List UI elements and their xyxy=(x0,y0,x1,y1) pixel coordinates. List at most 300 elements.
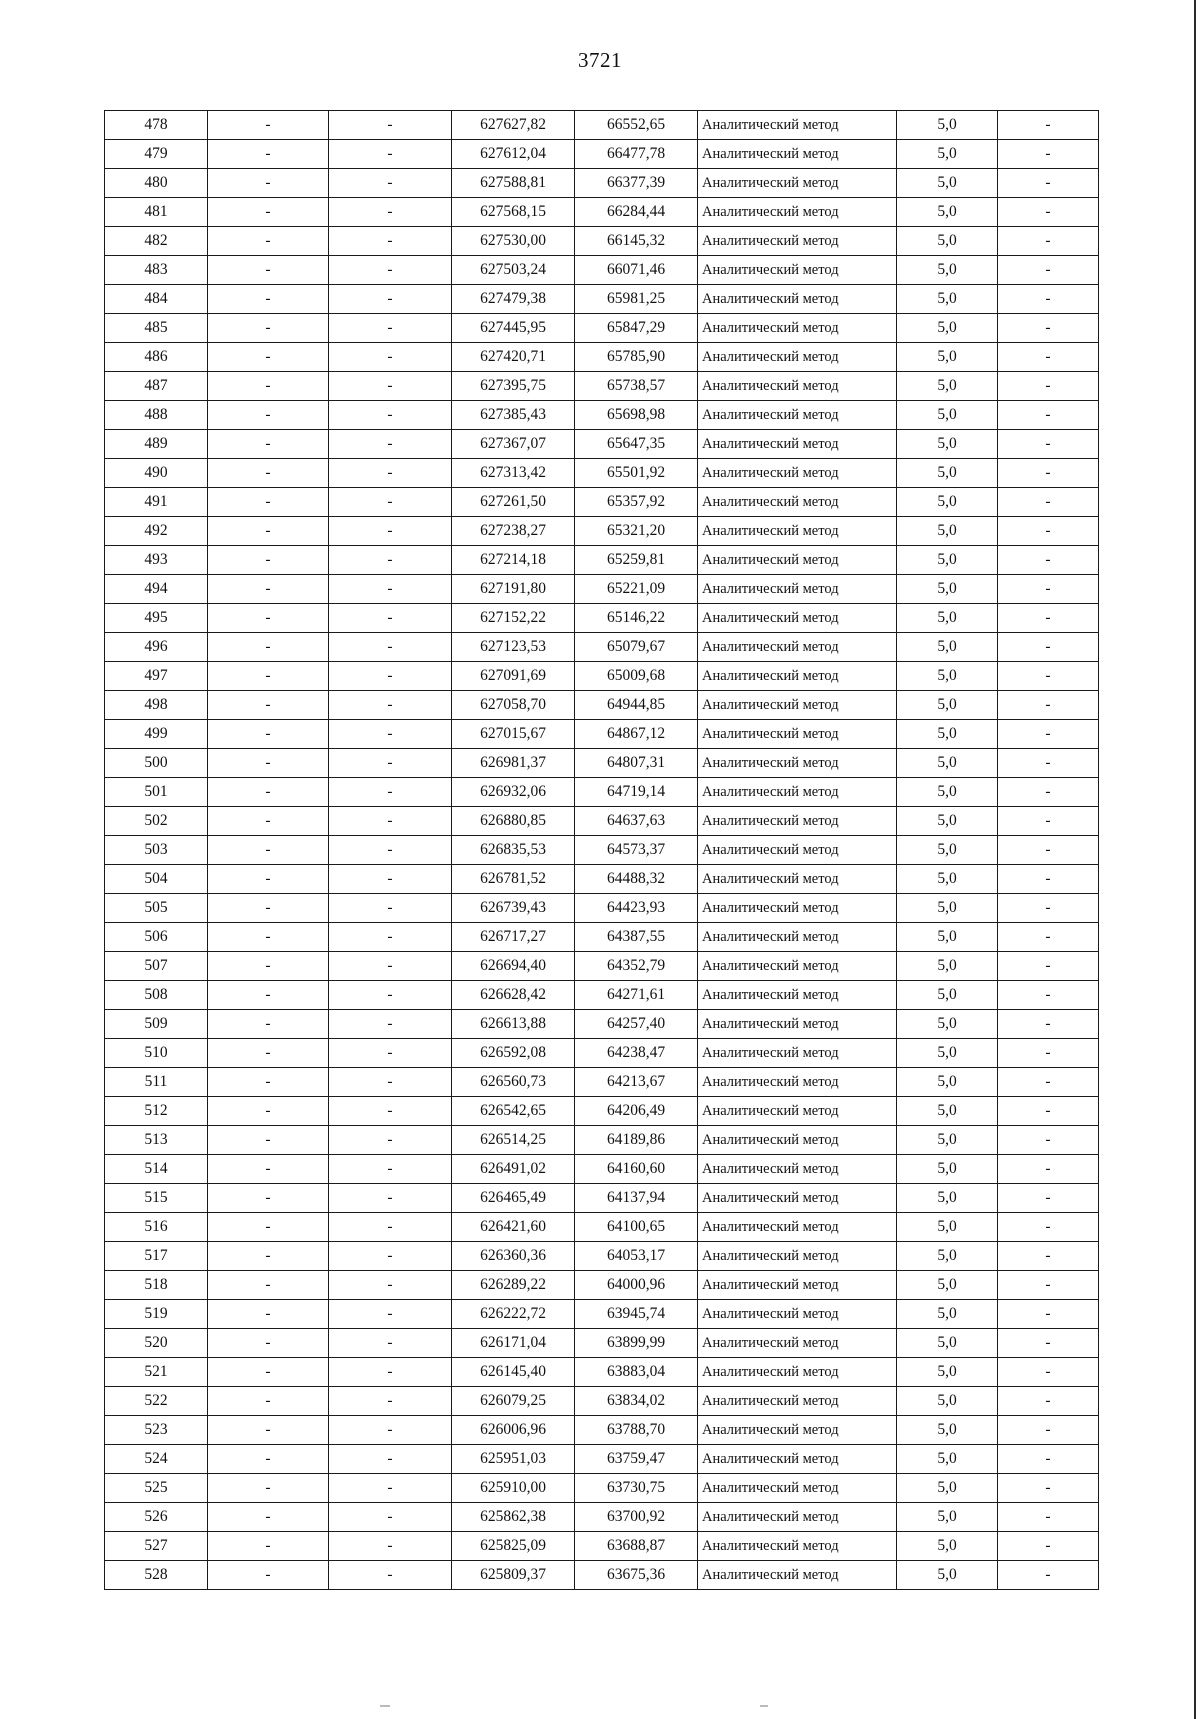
empty-value-cell: - xyxy=(208,430,329,459)
table-row xyxy=(105,633,1099,662)
empty-value-cell: - xyxy=(998,227,1099,256)
empty-value-cell: - xyxy=(998,1358,1099,1387)
empty-value-cell: - xyxy=(998,1068,1099,1097)
method-cell: Аналитический метод xyxy=(698,575,897,604)
point-number-cell: 485 xyxy=(105,314,208,343)
point-number-cell: 513 xyxy=(105,1126,208,1155)
method-cell: Аналитический метод xyxy=(698,981,897,1010)
empty-value-cell: - xyxy=(998,1416,1099,1445)
x-coordinate-cell: 627261,50 xyxy=(452,488,575,517)
x-coordinate-cell: 627627,82 xyxy=(452,111,575,140)
empty-value-cell: - xyxy=(998,1010,1099,1039)
empty-value-cell: - xyxy=(998,459,1099,488)
empty-value-cell: - xyxy=(998,430,1099,459)
empty-value-cell: - xyxy=(329,1474,452,1503)
precision-cell: 5,0 xyxy=(897,372,998,401)
x-coordinate-cell: 627503,24 xyxy=(452,256,575,285)
point-number-cell: 487 xyxy=(105,372,208,401)
table-row xyxy=(105,140,1099,169)
empty-value-cell: - xyxy=(208,894,329,923)
empty-value-cell: - xyxy=(998,604,1099,633)
x-coordinate-cell: 626542,65 xyxy=(452,1097,575,1126)
y-coordinate-cell: 64719,14 xyxy=(575,778,698,807)
table-row xyxy=(105,256,1099,285)
method-cell: Аналитический метод xyxy=(698,633,897,662)
empty-value-cell: - xyxy=(208,1532,329,1561)
empty-value-cell: - xyxy=(329,575,452,604)
empty-value-cell: - xyxy=(208,1445,329,1474)
empty-value-cell: - xyxy=(208,314,329,343)
x-coordinate-cell: 626880,85 xyxy=(452,807,575,836)
table-row xyxy=(105,923,1099,952)
empty-value-cell: - xyxy=(998,1039,1099,1068)
point-number-cell: 511 xyxy=(105,1068,208,1097)
precision-cell: 5,0 xyxy=(897,140,998,169)
y-coordinate-cell: 64100,65 xyxy=(575,1213,698,1242)
y-coordinate-cell: 63945,74 xyxy=(575,1300,698,1329)
y-coordinate-cell: 63899,99 xyxy=(575,1329,698,1358)
coordinates-table xyxy=(104,110,1099,1590)
empty-value-cell: - xyxy=(329,1300,452,1329)
method-cell: Аналитический метод xyxy=(698,836,897,865)
y-coordinate-cell: 65698,98 xyxy=(575,401,698,430)
method-cell: Аналитический метод xyxy=(698,285,897,314)
empty-value-cell: - xyxy=(208,401,329,430)
x-coordinate-cell: 627568,15 xyxy=(452,198,575,227)
empty-value-cell: - xyxy=(329,111,452,140)
empty-value-cell: - xyxy=(208,720,329,749)
precision-cell: 5,0 xyxy=(897,198,998,227)
point-number-cell: 508 xyxy=(105,981,208,1010)
empty-value-cell: - xyxy=(998,1329,1099,1358)
empty-value-cell: - xyxy=(998,662,1099,691)
method-cell: Аналитический метод xyxy=(698,865,897,894)
empty-value-cell: - xyxy=(208,1329,329,1358)
y-coordinate-cell: 66284,44 xyxy=(575,198,698,227)
precision-cell: 5,0 xyxy=(897,633,998,662)
empty-value-cell: - xyxy=(208,1271,329,1300)
empty-value-cell: - xyxy=(208,1068,329,1097)
precision-cell: 5,0 xyxy=(897,662,998,691)
method-cell: Аналитический метод xyxy=(698,430,897,459)
point-number-cell: 517 xyxy=(105,1242,208,1271)
empty-value-cell: - xyxy=(998,372,1099,401)
method-cell: Аналитический метод xyxy=(698,1300,897,1329)
precision-cell: 5,0 xyxy=(897,488,998,517)
point-number-cell: 528 xyxy=(105,1561,208,1590)
method-cell: Аналитический метод xyxy=(698,1474,897,1503)
table-row xyxy=(105,1329,1099,1358)
method-cell: Аналитический метод xyxy=(698,140,897,169)
empty-value-cell: - xyxy=(208,1474,329,1503)
point-number-cell: 483 xyxy=(105,256,208,285)
y-coordinate-cell: 65357,92 xyxy=(575,488,698,517)
y-coordinate-cell: 64423,93 xyxy=(575,894,698,923)
empty-value-cell: - xyxy=(208,285,329,314)
empty-value-cell: - xyxy=(329,1039,452,1068)
y-coordinate-cell: 66477,78 xyxy=(575,140,698,169)
precision-cell: 5,0 xyxy=(897,459,998,488)
point-number-cell: 495 xyxy=(105,604,208,633)
y-coordinate-cell: 64238,47 xyxy=(575,1039,698,1068)
empty-value-cell: - xyxy=(329,662,452,691)
empty-value-cell: - xyxy=(329,1184,452,1213)
empty-value-cell: - xyxy=(208,1097,329,1126)
empty-value-cell: - xyxy=(998,575,1099,604)
method-cell: Аналитический метод xyxy=(698,1445,897,1474)
method-cell: Аналитический метод xyxy=(698,1126,897,1155)
empty-value-cell: - xyxy=(329,604,452,633)
y-coordinate-cell: 64189,86 xyxy=(575,1126,698,1155)
table-row xyxy=(105,372,1099,401)
precision-cell: 5,0 xyxy=(897,604,998,633)
empty-value-cell: - xyxy=(998,111,1099,140)
y-coordinate-cell: 65981,25 xyxy=(575,285,698,314)
x-coordinate-cell: 627445,95 xyxy=(452,314,575,343)
scan-bottom-speck xyxy=(380,1705,390,1707)
table-row xyxy=(105,1184,1099,1213)
point-number-cell: 505 xyxy=(105,894,208,923)
table-row xyxy=(105,1503,1099,1532)
method-cell: Аналитический метод xyxy=(698,1358,897,1387)
x-coordinate-cell: 625809,37 xyxy=(452,1561,575,1590)
y-coordinate-cell: 63788,70 xyxy=(575,1416,698,1445)
method-cell: Аналитический метод xyxy=(698,111,897,140)
empty-value-cell: - xyxy=(998,894,1099,923)
x-coordinate-cell: 627091,69 xyxy=(452,662,575,691)
precision-cell: 5,0 xyxy=(897,575,998,604)
table-row xyxy=(105,111,1099,140)
method-cell: Аналитический метод xyxy=(698,1242,897,1271)
empty-value-cell: - xyxy=(208,1300,329,1329)
method-cell: Аналитический метод xyxy=(698,314,897,343)
method-cell: Аналитический метод xyxy=(698,372,897,401)
table-row xyxy=(105,691,1099,720)
y-coordinate-cell: 65259,81 xyxy=(575,546,698,575)
empty-value-cell: - xyxy=(208,1155,329,1184)
table-row xyxy=(105,1387,1099,1416)
empty-value-cell: - xyxy=(329,1445,452,1474)
precision-cell: 5,0 xyxy=(897,1068,998,1097)
x-coordinate-cell: 625825,09 xyxy=(452,1532,575,1561)
x-coordinate-cell: 627395,75 xyxy=(452,372,575,401)
table-row xyxy=(105,662,1099,691)
table-row xyxy=(105,720,1099,749)
precision-cell: 5,0 xyxy=(897,952,998,981)
method-cell: Аналитический метод xyxy=(698,1503,897,1532)
method-cell: Аналитический метод xyxy=(698,459,897,488)
empty-value-cell: - xyxy=(208,198,329,227)
empty-value-cell: - xyxy=(329,430,452,459)
empty-value-cell: - xyxy=(208,749,329,778)
table-row xyxy=(105,1155,1099,1184)
point-number-cell: 524 xyxy=(105,1445,208,1474)
method-cell: Аналитический метод xyxy=(698,1416,897,1445)
table-row xyxy=(105,778,1099,807)
table-row xyxy=(105,807,1099,836)
empty-value-cell: - xyxy=(998,546,1099,575)
empty-value-cell: - xyxy=(998,140,1099,169)
empty-value-cell: - xyxy=(329,140,452,169)
point-number-cell: 489 xyxy=(105,430,208,459)
precision-cell: 5,0 xyxy=(897,981,998,1010)
empty-value-cell: - xyxy=(998,1213,1099,1242)
empty-value-cell: - xyxy=(998,343,1099,372)
x-coordinate-cell: 627385,43 xyxy=(452,401,575,430)
y-coordinate-cell: 63730,75 xyxy=(575,1474,698,1503)
table-row xyxy=(105,1561,1099,1590)
x-coordinate-cell: 627214,18 xyxy=(452,546,575,575)
empty-value-cell: - xyxy=(329,1271,452,1300)
empty-value-cell: - xyxy=(998,1300,1099,1329)
x-coordinate-cell: 626628,42 xyxy=(452,981,575,1010)
empty-value-cell: - xyxy=(329,1068,452,1097)
method-cell: Аналитический метод xyxy=(698,1155,897,1184)
y-coordinate-cell: 64160,60 xyxy=(575,1155,698,1184)
empty-value-cell: - xyxy=(208,1039,329,1068)
table-row xyxy=(105,1039,1099,1068)
table-row xyxy=(105,401,1099,430)
precision-cell: 5,0 xyxy=(897,401,998,430)
empty-value-cell: - xyxy=(998,314,1099,343)
precision-cell: 5,0 xyxy=(897,865,998,894)
y-coordinate-cell: 65785,90 xyxy=(575,343,698,372)
precision-cell: 5,0 xyxy=(897,1039,998,1068)
empty-value-cell: - xyxy=(329,749,452,778)
table-row xyxy=(105,546,1099,575)
y-coordinate-cell: 64488,32 xyxy=(575,865,698,894)
empty-value-cell: - xyxy=(998,401,1099,430)
point-number-cell: 519 xyxy=(105,1300,208,1329)
x-coordinate-cell: 627152,22 xyxy=(452,604,575,633)
empty-value-cell: - xyxy=(998,285,1099,314)
empty-value-cell: - xyxy=(329,894,452,923)
x-coordinate-cell: 627015,67 xyxy=(452,720,575,749)
method-cell: Аналитический метод xyxy=(698,923,897,952)
precision-cell: 5,0 xyxy=(897,1561,998,1590)
point-number-cell: 480 xyxy=(105,169,208,198)
empty-value-cell: - xyxy=(998,633,1099,662)
precision-cell: 5,0 xyxy=(897,1097,998,1126)
point-number-cell: 490 xyxy=(105,459,208,488)
table-row xyxy=(105,169,1099,198)
empty-value-cell: - xyxy=(208,1010,329,1039)
x-coordinate-cell: 626079,25 xyxy=(452,1387,575,1416)
empty-value-cell: - xyxy=(208,1416,329,1445)
precision-cell: 5,0 xyxy=(897,1010,998,1039)
point-number-cell: 479 xyxy=(105,140,208,169)
y-coordinate-cell: 63759,47 xyxy=(575,1445,698,1474)
y-coordinate-cell: 64053,17 xyxy=(575,1242,698,1271)
point-number-cell: 482 xyxy=(105,227,208,256)
method-cell: Аналитический метод xyxy=(698,749,897,778)
precision-cell: 5,0 xyxy=(897,1271,998,1300)
x-coordinate-cell: 626289,22 xyxy=(452,1271,575,1300)
method-cell: Аналитический метод xyxy=(698,517,897,546)
empty-value-cell: - xyxy=(998,1532,1099,1561)
empty-value-cell: - xyxy=(998,720,1099,749)
precision-cell: 5,0 xyxy=(897,1126,998,1155)
empty-value-cell: - xyxy=(998,749,1099,778)
empty-value-cell: - xyxy=(208,1126,329,1155)
method-cell: Аналитический метод xyxy=(698,1068,897,1097)
table-row xyxy=(105,749,1099,778)
empty-value-cell: - xyxy=(329,1155,452,1184)
point-number-cell: 499 xyxy=(105,720,208,749)
precision-cell: 5,0 xyxy=(897,778,998,807)
precision-cell: 5,0 xyxy=(897,923,998,952)
method-cell: Аналитический метод xyxy=(698,1271,897,1300)
empty-value-cell: - xyxy=(329,198,452,227)
method-cell: Аналитический метод xyxy=(698,662,897,691)
empty-value-cell: - xyxy=(208,227,329,256)
empty-value-cell: - xyxy=(998,1503,1099,1532)
point-number-cell: 493 xyxy=(105,546,208,575)
empty-value-cell: - xyxy=(208,546,329,575)
y-coordinate-cell: 64206,49 xyxy=(575,1097,698,1126)
x-coordinate-cell: 626514,25 xyxy=(452,1126,575,1155)
point-number-cell: 510 xyxy=(105,1039,208,1068)
empty-value-cell: - xyxy=(998,807,1099,836)
method-cell: Аналитический метод xyxy=(698,1039,897,1068)
point-number-cell: 518 xyxy=(105,1271,208,1300)
empty-value-cell: - xyxy=(329,227,452,256)
precision-cell: 5,0 xyxy=(897,314,998,343)
precision-cell: 5,0 xyxy=(897,749,998,778)
table-row xyxy=(105,1010,1099,1039)
precision-cell: 5,0 xyxy=(897,1474,998,1503)
empty-value-cell: - xyxy=(208,633,329,662)
x-coordinate-cell: 625910,00 xyxy=(452,1474,575,1503)
page-number: 3721 xyxy=(578,48,622,72)
method-cell: Аналитический метод xyxy=(698,1213,897,1242)
y-coordinate-cell: 64137,94 xyxy=(575,1184,698,1213)
point-number-cell: 523 xyxy=(105,1416,208,1445)
table-row xyxy=(105,314,1099,343)
y-coordinate-cell: 63675,36 xyxy=(575,1561,698,1590)
y-coordinate-cell: 64637,63 xyxy=(575,807,698,836)
point-number-cell: 526 xyxy=(105,1503,208,1532)
empty-value-cell: - xyxy=(329,314,452,343)
x-coordinate-cell: 627191,80 xyxy=(452,575,575,604)
point-number-cell: 520 xyxy=(105,1329,208,1358)
empty-value-cell: - xyxy=(329,343,452,372)
empty-value-cell: - xyxy=(329,256,452,285)
x-coordinate-cell: 626006,96 xyxy=(452,1416,575,1445)
y-coordinate-cell: 66145,32 xyxy=(575,227,698,256)
y-coordinate-cell: 65321,20 xyxy=(575,517,698,546)
empty-value-cell: - xyxy=(329,923,452,952)
table-row xyxy=(105,285,1099,314)
x-coordinate-cell: 627367,07 xyxy=(452,430,575,459)
y-coordinate-cell: 64213,67 xyxy=(575,1068,698,1097)
point-number-cell: 522 xyxy=(105,1387,208,1416)
point-number-cell: 492 xyxy=(105,517,208,546)
empty-value-cell: - xyxy=(329,1503,452,1532)
precision-cell: 5,0 xyxy=(897,227,998,256)
empty-value-cell: - xyxy=(208,1242,329,1271)
empty-value-cell: - xyxy=(329,807,452,836)
precision-cell: 5,0 xyxy=(897,720,998,749)
table-row xyxy=(105,459,1099,488)
table-row xyxy=(105,1271,1099,1300)
y-coordinate-cell: 64573,37 xyxy=(575,836,698,865)
x-coordinate-cell: 627420,71 xyxy=(452,343,575,372)
point-number-cell: 502 xyxy=(105,807,208,836)
empty-value-cell: - xyxy=(998,1126,1099,1155)
empty-value-cell: - xyxy=(208,488,329,517)
table-row xyxy=(105,488,1099,517)
y-coordinate-cell: 65009,68 xyxy=(575,662,698,691)
point-number-cell: 486 xyxy=(105,343,208,372)
precision-cell: 5,0 xyxy=(897,517,998,546)
empty-value-cell: - xyxy=(998,198,1099,227)
x-coordinate-cell: 625862,38 xyxy=(452,1503,575,1532)
method-cell: Аналитический метод xyxy=(698,1561,897,1590)
empty-value-cell: - xyxy=(329,981,452,1010)
coordinates-table-body xyxy=(105,111,1099,1590)
x-coordinate-cell: 627588,81 xyxy=(452,169,575,198)
empty-value-cell: - xyxy=(998,169,1099,198)
empty-value-cell: - xyxy=(208,343,329,372)
method-cell: Аналитический метод xyxy=(698,1387,897,1416)
x-coordinate-cell: 627479,38 xyxy=(452,285,575,314)
precision-cell: 5,0 xyxy=(897,894,998,923)
y-coordinate-cell: 65847,29 xyxy=(575,314,698,343)
point-number-cell: 514 xyxy=(105,1155,208,1184)
x-coordinate-cell: 626465,49 xyxy=(452,1184,575,1213)
precision-cell: 5,0 xyxy=(897,343,998,372)
empty-value-cell: - xyxy=(998,1097,1099,1126)
empty-value-cell: - xyxy=(208,459,329,488)
empty-value-cell: - xyxy=(208,140,329,169)
empty-value-cell: - xyxy=(208,952,329,981)
x-coordinate-cell: 626835,53 xyxy=(452,836,575,865)
method-cell: Аналитический метод xyxy=(698,1532,897,1561)
scan-bottom-speck xyxy=(760,1705,768,1707)
empty-value-cell: - xyxy=(208,604,329,633)
empty-value-cell: - xyxy=(208,517,329,546)
empty-value-cell: - xyxy=(998,256,1099,285)
precision-cell: 5,0 xyxy=(897,430,998,459)
empty-value-cell: - xyxy=(998,1155,1099,1184)
point-number-cell: 504 xyxy=(105,865,208,894)
table-row xyxy=(105,1068,1099,1097)
empty-value-cell: - xyxy=(208,662,329,691)
x-coordinate-cell: 627123,53 xyxy=(452,633,575,662)
y-coordinate-cell: 63883,04 xyxy=(575,1358,698,1387)
empty-value-cell: - xyxy=(208,372,329,401)
empty-value-cell: - xyxy=(208,1358,329,1387)
y-coordinate-cell: 65146,22 xyxy=(575,604,698,633)
table-row xyxy=(105,1242,1099,1271)
method-cell: Аналитический метод xyxy=(698,1010,897,1039)
y-coordinate-cell: 65501,92 xyxy=(575,459,698,488)
method-cell: Аналитический метод xyxy=(698,169,897,198)
x-coordinate-cell: 626222,72 xyxy=(452,1300,575,1329)
method-cell: Аналитический метод xyxy=(698,952,897,981)
method-cell: Аналитический метод xyxy=(698,604,897,633)
point-number-cell: 498 xyxy=(105,691,208,720)
x-coordinate-cell: 626781,52 xyxy=(452,865,575,894)
empty-value-cell: - xyxy=(329,1532,452,1561)
empty-value-cell: - xyxy=(329,546,452,575)
empty-value-cell: - xyxy=(329,1329,452,1358)
table-row xyxy=(105,1300,1099,1329)
x-coordinate-cell: 625951,03 xyxy=(452,1445,575,1474)
method-cell: Аналитический метод xyxy=(698,720,897,749)
table-row xyxy=(105,1474,1099,1503)
